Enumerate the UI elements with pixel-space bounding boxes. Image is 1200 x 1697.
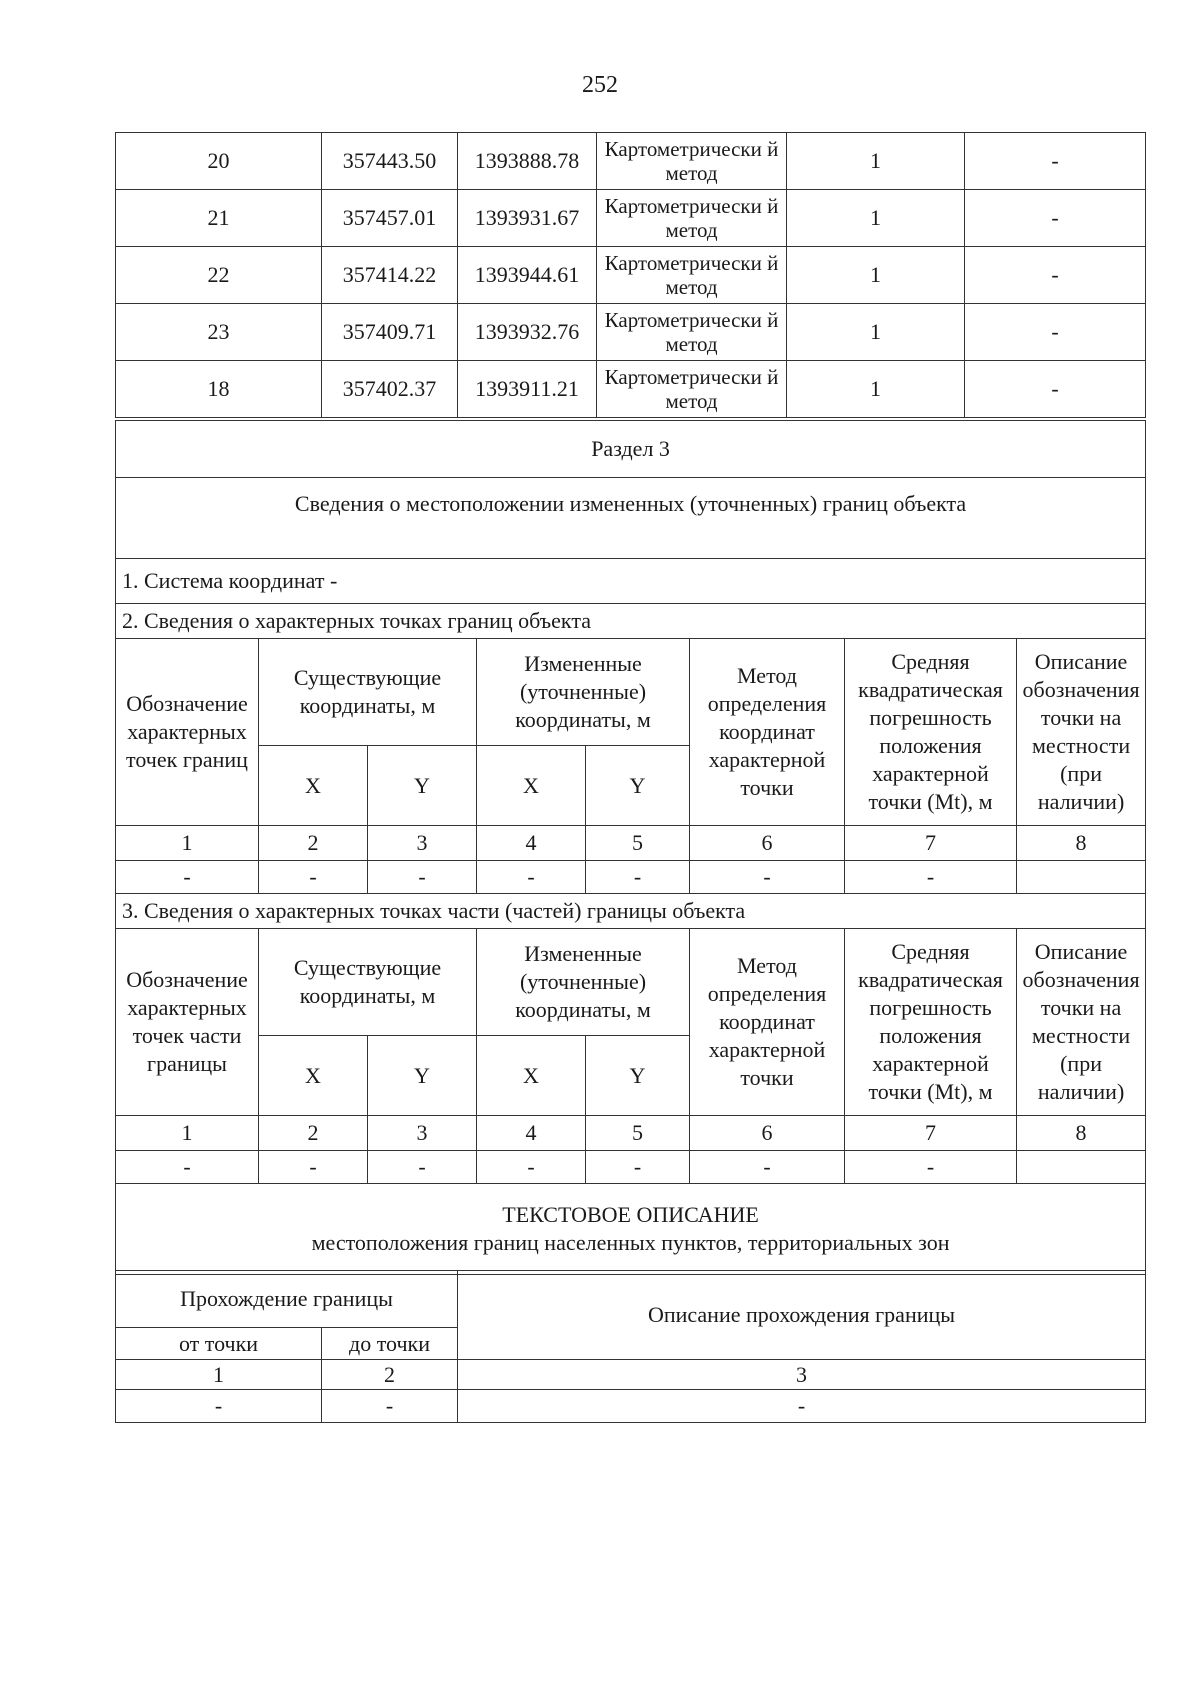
table-cell: - bbox=[116, 861, 259, 894]
section-title: Раздел 3 bbox=[116, 421, 1146, 478]
method: Картометрически й метод bbox=[597, 247, 787, 304]
table-row bbox=[116, 247, 1146, 304]
column-number: 5 bbox=[586, 826, 690, 861]
col-existing: Существующие координаты, м bbox=[259, 929, 477, 1036]
x-label: X bbox=[477, 746, 586, 826]
col-accuracy: Средняя квадратическая погрешность положения характерной точки (Mt), м bbox=[845, 929, 1017, 1116]
point-number: 22 bbox=[116, 247, 322, 304]
table-cell: - bbox=[690, 861, 845, 894]
table-cell: - bbox=[845, 861, 1017, 894]
col-existing: Существующие координаты, м bbox=[259, 639, 477, 746]
section3-table bbox=[115, 420, 1146, 1275]
accuracy: 1 bbox=[787, 190, 965, 247]
column-number: 6 bbox=[690, 1116, 845, 1151]
column-number: 8 bbox=[1017, 1116, 1146, 1151]
x-coordinate: 357409.71 bbox=[322, 304, 458, 361]
col-to-point: до точки bbox=[322, 1328, 458, 1360]
point-number: 23 bbox=[116, 304, 322, 361]
y-label: Y bbox=[586, 1036, 690, 1116]
accuracy: 1 bbox=[787, 361, 965, 418]
column-number: 2 bbox=[259, 826, 368, 861]
column-number: 4 bbox=[477, 1116, 586, 1151]
point-number: 18 bbox=[116, 361, 322, 418]
table-row bbox=[116, 304, 1146, 361]
y-coordinate: 1393911.21 bbox=[458, 361, 597, 418]
point-number: 21 bbox=[116, 190, 322, 247]
column-number: 4 bbox=[477, 826, 586, 861]
accuracy: 1 bbox=[787, 133, 965, 190]
y-label: Y bbox=[368, 1036, 477, 1116]
x-coordinate: 357457.01 bbox=[322, 190, 458, 247]
table-cell: - bbox=[116, 1390, 322, 1423]
table-cell: - bbox=[368, 1151, 477, 1184]
coordinate-system: 1. Система координат - bbox=[116, 559, 1146, 604]
point-description: - bbox=[965, 361, 1146, 418]
accuracy: 1 bbox=[787, 304, 965, 361]
col-method: Метод определения координат характерной точки bbox=[690, 639, 845, 826]
column-number: 2 bbox=[259, 1116, 368, 1151]
table-cell: - bbox=[586, 861, 690, 894]
col-designation-part: Обозначение характерных точек части границы bbox=[116, 929, 259, 1116]
table-cell bbox=[1017, 1151, 1146, 1184]
table-cell: - bbox=[259, 1151, 368, 1184]
table-cell: - bbox=[477, 861, 586, 894]
col-accuracy: Средняя квадратическая погрешность положения характерной точки (Mt), м bbox=[845, 639, 1017, 826]
point-description: - bbox=[965, 133, 1146, 190]
point-number: 20 bbox=[116, 133, 322, 190]
col-changed: Измененные (уточненные) координаты, м bbox=[477, 929, 690, 1036]
table-cell: - bbox=[845, 1151, 1017, 1184]
y-coordinate: 1393888.78 bbox=[458, 133, 597, 190]
table-cell: - bbox=[586, 1151, 690, 1184]
column-number: 5 bbox=[586, 1116, 690, 1151]
table-row bbox=[116, 190, 1146, 247]
table-cell: - bbox=[458, 1390, 1146, 1423]
text-description-subtitle: местоположения границ населенных пунктов, территориальных зон bbox=[311, 1230, 950, 1255]
column-numbers-row bbox=[116, 1116, 1146, 1151]
text-description-header bbox=[116, 1184, 1146, 1275]
column-number: 6 bbox=[690, 826, 845, 861]
table-cell: - bbox=[368, 861, 477, 894]
page-number: 252 bbox=[582, 72, 618, 98]
x-coordinate: 357414.22 bbox=[322, 247, 458, 304]
method: Картометрически й метод bbox=[597, 190, 787, 247]
section-subtitle: Сведения о местоположении измененных (уточненных) границ объекта bbox=[116, 478, 1146, 559]
x-coordinate: 357402.37 bbox=[322, 361, 458, 418]
point-description: - bbox=[965, 304, 1146, 361]
x-coordinate: 357443.50 bbox=[322, 133, 458, 190]
table-cell: - bbox=[690, 1151, 845, 1184]
y-coordinate: 1393932.76 bbox=[458, 304, 597, 361]
accuracy: 1 bbox=[787, 247, 965, 304]
y-coordinate: 1393944.61 bbox=[458, 247, 597, 304]
points-heading: 2. Сведения о характерных точках границ объекта bbox=[116, 604, 1146, 639]
column-numbers-row bbox=[116, 826, 1146, 861]
x-label: X bbox=[259, 746, 368, 826]
point-description: - bbox=[965, 190, 1146, 247]
col-changed: Измененные (уточненные) координаты, м bbox=[477, 639, 690, 746]
part-points-heading: 3. Сведения о характерных точках части (частей) границы объекта bbox=[116, 894, 1146, 929]
x-label: X bbox=[259, 1036, 368, 1116]
column-numbers-row bbox=[116, 1360, 1146, 1390]
table-row bbox=[116, 861, 1146, 894]
column-number: 1 bbox=[116, 1360, 322, 1390]
column-number: 3 bbox=[458, 1360, 1146, 1390]
text-description-title: ТЕКСТОВОЕ ОПИСАНИЕ bbox=[502, 1202, 759, 1227]
y-coordinate: 1393931.67 bbox=[458, 190, 597, 247]
table-cell: - bbox=[322, 1390, 458, 1423]
y-label: Y bbox=[586, 746, 690, 826]
column-number: 2 bbox=[322, 1360, 458, 1390]
col-passage-description: Описание прохождения границы bbox=[458, 1271, 1146, 1360]
table-row bbox=[116, 133, 1146, 190]
column-number: 7 bbox=[845, 1116, 1017, 1151]
column-number: 7 bbox=[845, 826, 1017, 861]
col-method: Метод определения координат характерной точки bbox=[690, 929, 845, 1116]
col-passage: Прохождение границы bbox=[116, 1271, 458, 1328]
column-number: 1 bbox=[116, 1116, 259, 1151]
col-description: Описание обозначения точки на местности (при наличии) bbox=[1017, 929, 1146, 1116]
col-from-point: от точки bbox=[116, 1328, 322, 1360]
coordinates-table bbox=[115, 132, 1146, 418]
column-number: 3 bbox=[368, 826, 477, 861]
column-number: 1 bbox=[116, 826, 259, 861]
method: Картометрически й метод bbox=[597, 361, 787, 418]
method: Картометрически й метод bbox=[597, 133, 787, 190]
col-designation: Обозначение характерных точек границ bbox=[116, 639, 259, 826]
table-row bbox=[116, 1151, 1146, 1184]
point-description: - bbox=[965, 247, 1146, 304]
col-description: Описание обозначения точки на местности (при наличии) bbox=[1017, 639, 1146, 826]
table-cell: - bbox=[477, 1151, 586, 1184]
method: Картометрически й метод bbox=[597, 304, 787, 361]
table-row bbox=[116, 361, 1146, 418]
table-cell: - bbox=[116, 1151, 259, 1184]
x-label: X bbox=[477, 1036, 586, 1116]
y-label: Y bbox=[368, 746, 477, 826]
column-number: 3 bbox=[368, 1116, 477, 1151]
table-cell: - bbox=[259, 861, 368, 894]
table-cell bbox=[1017, 861, 1146, 894]
boundary-passage-table bbox=[115, 1270, 1146, 1423]
column-number: 8 bbox=[1017, 826, 1146, 861]
table-row bbox=[116, 1390, 1146, 1423]
